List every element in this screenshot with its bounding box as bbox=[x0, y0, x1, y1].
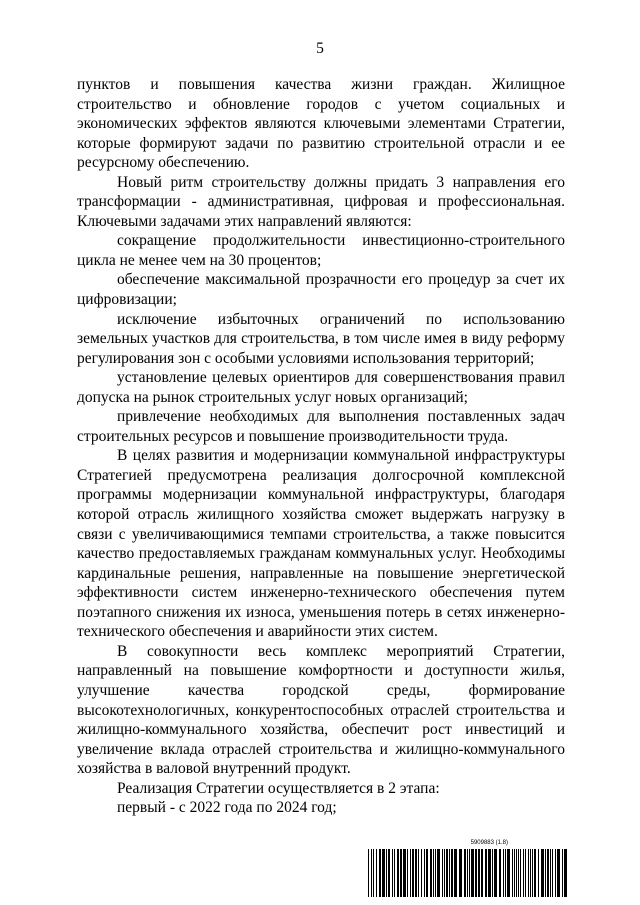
paragraph: первый - с 2022 года по 2024 год; bbox=[117, 799, 337, 817]
list-item: исключение избыточных ограничений по использованию земельных участков для строительства, в том числе имея в виду реформу регулирования зон с особыми условиями использования территорий; bbox=[77, 310, 565, 367]
stamp-code: 5909883 (1.8) bbox=[470, 840, 508, 846]
list-item: сокращение продолжительности инвестиционно-строительного цикла не менее чем на 30 процентов; bbox=[77, 232, 565, 269]
page-number: 5 bbox=[316, 40, 324, 57]
document-stamp bbox=[368, 840, 568, 897]
paragraph: пунктов и повышения качества жизни граждан. Жилищное строительство и обновление городов с учетом социальных и экономических эффектов являются ключевыми элементами Стратегии, которые формируют задачи по развитию строительной отрасли и ее ресурсному обеспечению. bbox=[77, 76, 565, 172]
list-item: установление целевых ориентиров для совершенствования правил допуска на рынок строительных услуг новых организаций; bbox=[77, 369, 565, 406]
document-body bbox=[77, 75, 565, 818]
paragraph: Новый ритм строительству должны придать 3 направления его трансформации - административная, цифровая и профессиональная. Ключевыми задачами этих направлений являются: bbox=[77, 173, 565, 230]
list-item: обеспечение максимальной прозрачности его процедур за счет их цифровизации; bbox=[77, 271, 565, 309]
list-item: привлечение необходимых для выполнения поставленных задач строительных ресурсов и повышение производительности труда. bbox=[77, 408, 565, 445]
paragraph: В целях развития и модернизации коммунальной инфраструктуры Стратегией предусмотрена реализация долгосрочной комплексной программы модернизации коммунальной инфраструктуры, благодаря которой отрасль жилищного хозяйства сможет выдержать нагрузку в связи с увеличивающимися темпами строительства, а также повысится качество предоставляемых гражданам коммунальных услуг. Необходимы кардинальные решения, направленные на повышение энергетической эффективности систем инженерно-технического обеспечения путем поэтапного снижения их износа, уменьшения потерь в сетях инженерно-технического обеспечения и аварийности этих систем. bbox=[77, 447, 565, 641]
paragraph: В совокупности весь комплекс мероприятий Стратегии, направленный на повышение комфортности и доступности жилья, улучшение качества городской среды, формирование высокотехнологичных, конкурентоспособных отраслей строительства и жилищно-коммунального хозяйства, обеспечит рост инвестиций и увеличение вклада отраслей строительства и жилищно-коммунального хозяйства в валовой внутренний продукт. bbox=[77, 642, 565, 778]
paragraph: Реализация Стратегии осуществляется в 2 этапа: bbox=[117, 779, 440, 797]
barcode-icon bbox=[368, 849, 568, 897]
